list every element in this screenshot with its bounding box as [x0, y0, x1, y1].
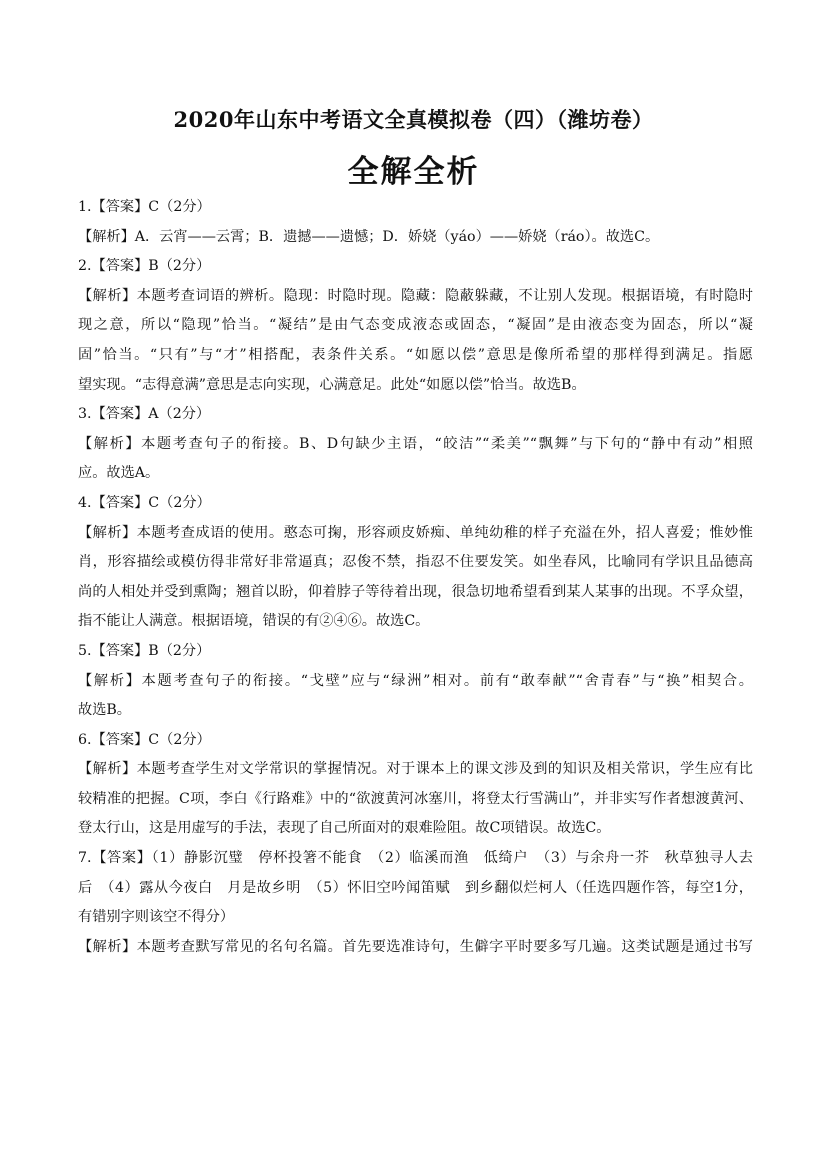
- text-line: 望实现。“志得意满”意思是志向实现，心满意足。此处“如愿以偿”恰当。故选B。: [78, 376, 586, 393]
- text-line: 2.【答案】B（2分）: [78, 258, 211, 275]
- text-line: 【解析】本题考查学生对文学常识的掌握情况。对于课本上的课文涉及到的知识及相关常识，学生应有比: [78, 761, 753, 778]
- document-subtitle: 全解全析: [347, 154, 480, 190]
- text-line: 【解析】本题考查句子的衔接。B、D句缺少主语，“皎洁”“柔美”“飘舞”与下句的“静中有动”相照: [78, 435, 753, 452]
- answer-body: [78, 193, 753, 962]
- text-line: 【解析】本题考查句子的衔接。“戈壁”应与“绿洲”相对。前有“敢奉献”“舍青春”与“换”相契合。: [78, 672, 753, 689]
- text-line: 1.【答案】C（2分）: [78, 199, 211, 215]
- text-line: 较精准的把握。C项，李白《行路难》中的“欲渡黄河冰塞川，将登太行雪满山”，并非实写作者想渡黄河、: [78, 790, 753, 807]
- text-line: 【解析】本题考查成语的使用。憨态可掬，形容顽皮娇痴、单纯幼稚的样子充溢在外，招人喜爱；惟妙惟: [78, 524, 753, 541]
- text-line: 5.【答案】B（2分）: [78, 642, 211, 659]
- text-line: 尚的人相处并受到熏陶；翘首以盼，仰着脖子等待着出现，很急切地希望看到某人某事的出现。不孚众望，: [78, 583, 753, 600]
- text-line: 3.【答案】A（2分）: [78, 406, 211, 423]
- text-line: 6.【答案】C（2分）: [78, 731, 211, 748]
- text-line: 故选B。: [78, 702, 131, 719]
- text-line: 现之意，所以“隐现”恰当。“凝结”是由气态变成液态或固态，“凝固”是由液态变为固态，所以“凝: [78, 317, 753, 334]
- text-line: 登太行山，这是用虚写的手法，表现了自己所面对的艰难险阻。故C项错误。故选C。: [78, 820, 611, 837]
- text-line: 肖，形容描绘或模仿得非常好非常逼真；忍俊不禁，指忍不住要发笑。如坐春风，比喻同有学识且品德高: [78, 554, 753, 571]
- text-line: 应。故选A。: [78, 465, 160, 482]
- text-line: 4.【答案】C（2分）: [78, 494, 211, 511]
- text-line: 【解析】A．云宵——云霄；B．遗撼——遗憾；D．娇娆（yáo）——娇娆（ráo）。故选C。: [78, 228, 660, 245]
- text-line: 【解析】本题考查词语的辨析。隐现：时隐时现。隐藏：隐蔽躲藏，不让别人发现。根据语境，有时隐时: [78, 287, 753, 304]
- text-line: 有错别字则该空不得分）: [78, 909, 235, 926]
- text-line: 固”恰当。“只有”与“才”相搭配，表条件关系。“如愿以偿”意思是像所希望的那样得到满足。指愿: [78, 346, 753, 363]
- text-line: 7.【答案】（1）静影沉璧 停杯投箸不能食 （2）临溪而渔 低绮户 （3）与余舟一芥 秋草独寻人去: [78, 850, 753, 867]
- text-line: 指不能让人满意。根据语境，错误的有②④⑥。故选C。: [78, 613, 430, 630]
- text-line: 后 （4）露从今夜白 月是故乡明 （5）怀旧空吟闻笛赋 到乡翻似烂柯人（任选四题作答，每空1分，: [78, 879, 753, 896]
- text-line: 【解析】本题考查默写常见的名句名篇。首先要选准诗句，生僻字平时要多写几遍。这类试题是通过书写: [78, 938, 753, 955]
- document-title: 2020年山东中考语文全真模拟卷（四）（潍坊卷）: [173, 107, 654, 132]
